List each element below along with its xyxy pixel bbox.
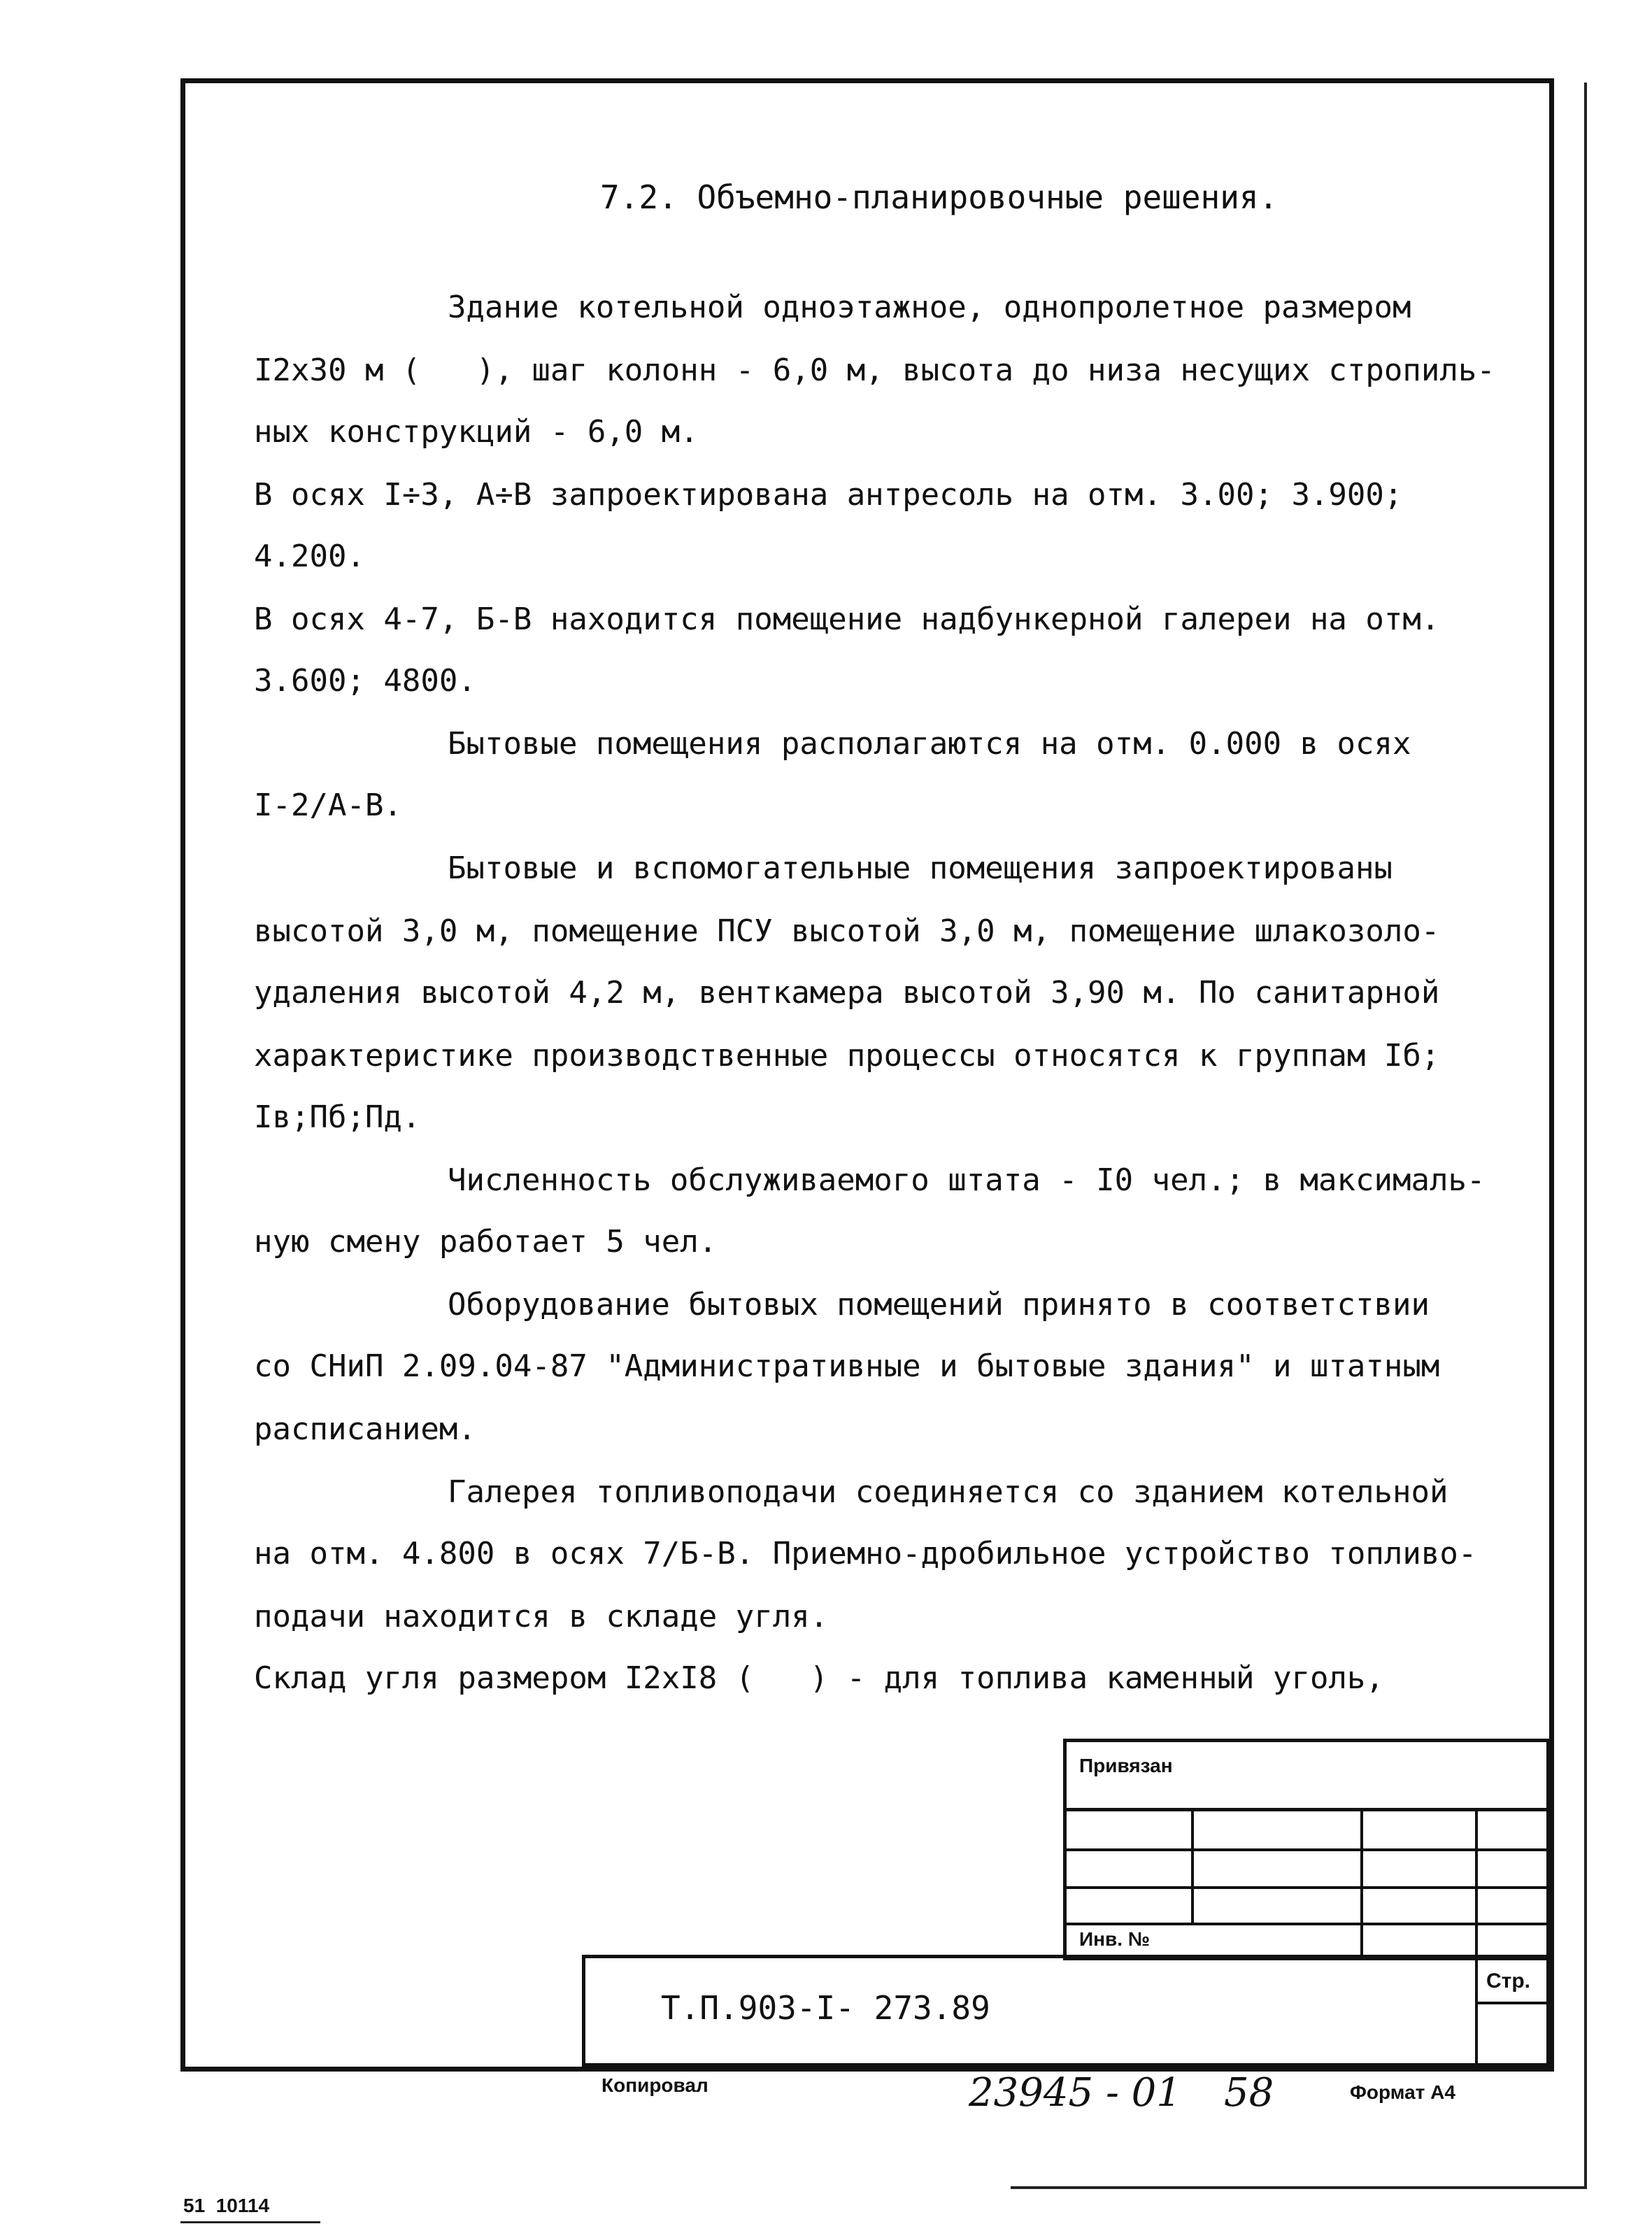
text-line-1: Здание котельной одноэтажное, однопролетное размером <box>448 290 1411 325</box>
text-line-10: Бытовые и вспомогательные помещения запроектированы <box>448 850 1393 886</box>
text-line-3: ных конструкций - 6,0 м. <box>254 414 699 450</box>
privyazan-box <box>1063 1739 1550 1811</box>
document-code: Т.П.903-I- 273.89 <box>661 1989 990 2027</box>
handwritten-number: 23945 - 01 <box>969 2070 1181 2116</box>
text-line-8: Бытовые помещения располагаются на отм. 0.000 в осях <box>448 726 1411 762</box>
text-line-18: со СНиП 2.09.04-87 "Административные и бытовые здания" и штатным <box>254 1348 1440 1384</box>
text-line-21: на отм. 4.800 в осях 7/Б-В. Приемно-дробильное устройство топливо- <box>254 1536 1477 1571</box>
text-line-16: ную смену работает 5 чел. <box>254 1224 718 1260</box>
text-line-13: характеристике производственные процессы относятся к группам Iб; <box>254 1038 1440 1074</box>
format-label: Формат А4 <box>1350 2081 1455 2103</box>
page-number: 58 <box>1224 2070 1274 2116</box>
document-code-box <box>582 1955 1550 2067</box>
inv-no-label: Инв. № <box>1079 1928 1151 1950</box>
text-line-6: В осях 4-7, Б-В находится помещение надбункерной галереи на отм. <box>254 601 1440 637</box>
right-edge-line <box>1584 83 1587 2188</box>
kopiroval-label: Копировал <box>601 2074 708 2096</box>
text-line-4: В осях I÷3, А÷В запроектирована антресоль на отм. 3.00; 3.900; <box>254 477 1403 513</box>
text-line-2: I2x30 м ( ), шаг колонн - 6,0 м, высота до низа несущих стропиль- <box>254 352 1495 388</box>
section-heading: 7.2. Объемно-планировочные решения. <box>600 178 1279 216</box>
text-line-20: Галерея топливоподачи соединяется со зданием котельной <box>448 1474 1448 1510</box>
bottom-edge-line <box>1011 2186 1587 2189</box>
text-line-22: подачи находится в складе угля. <box>254 1599 829 1634</box>
text-line-7: 3.600; 4800. <box>254 663 476 699</box>
page-label: Стр. <box>1486 1969 1531 1993</box>
text-line-19: расписанием. <box>254 1411 476 1447</box>
text-line-23: Склад угля размером I2xI8 ( ) - для топлива каменный уголь, <box>254 1660 1384 1696</box>
text-line-17: Оборудование бытовых помещений принято в соответствии <box>448 1287 1430 1323</box>
text-line-14: Iв;Пб;Пд. <box>254 1099 421 1135</box>
text-line-11: высотой 3,0 м, помещение ПСУ высотой 3,0 м, помещение шлакозоло- <box>254 913 1440 949</box>
text-line-15: Численность обслуживаемого штата - I0 чел.; в максималь- <box>448 1162 1486 1198</box>
corner-code: 51 10114 <box>183 2195 270 2216</box>
corner-underline <box>180 2221 320 2223</box>
text-line-12: удаления высотой 4,2 м, венткамера высотой 3,90 м. По санитарной <box>254 975 1440 1011</box>
approval-grid <box>1063 1808 1550 1960</box>
privyazan-label: Привязан <box>1079 1755 1173 1776</box>
text-line-5: 4.200. <box>254 539 365 574</box>
text-line-9: I-2/А-В. <box>254 787 402 823</box>
